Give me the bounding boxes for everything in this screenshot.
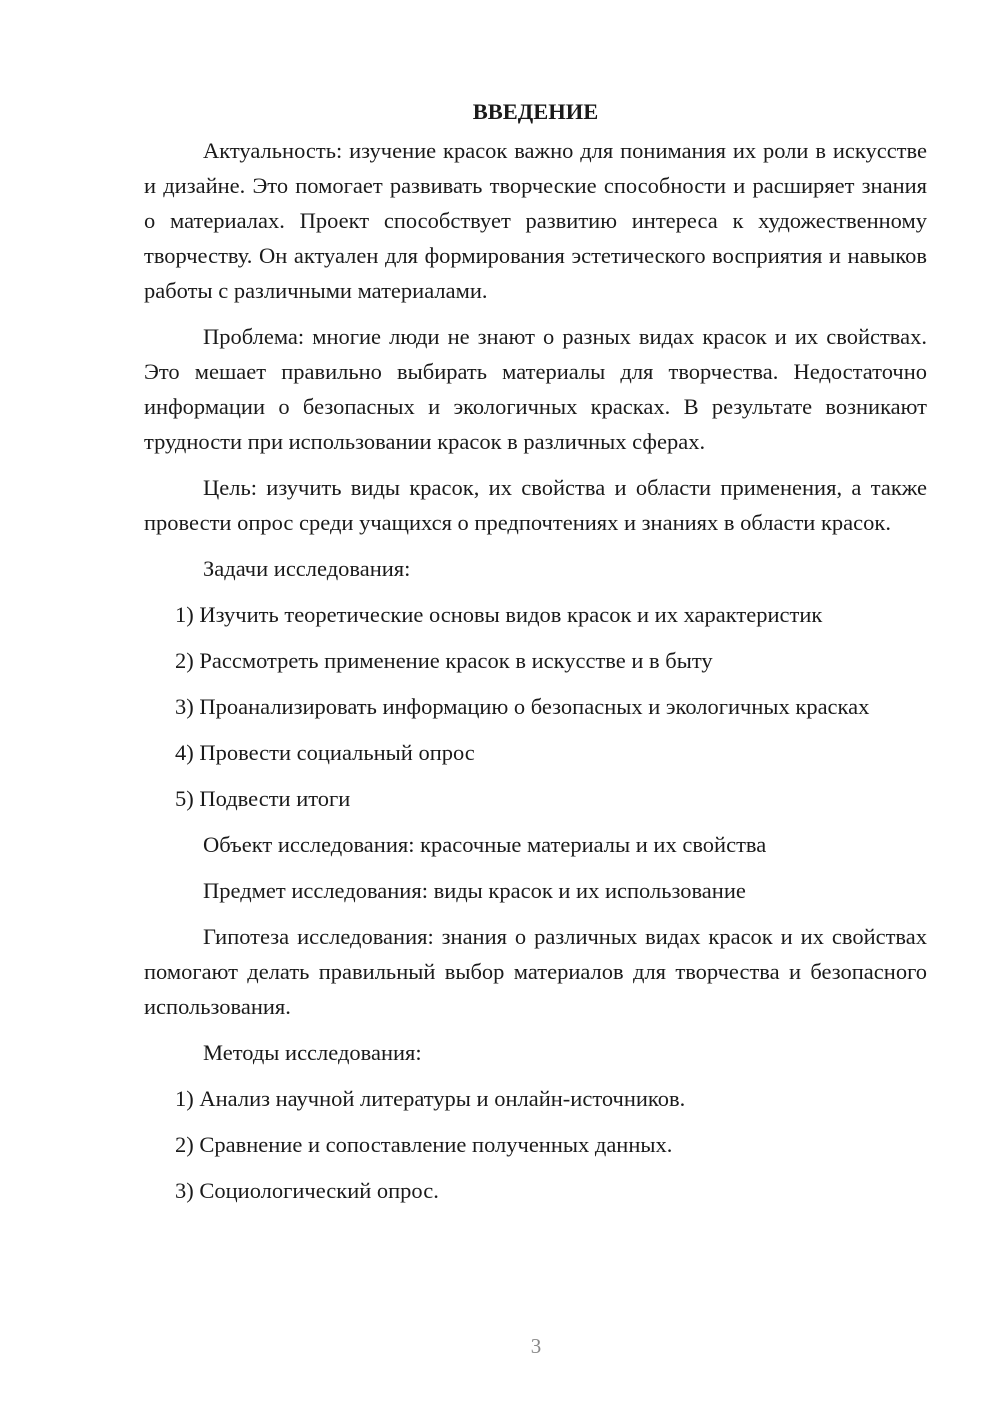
problem-paragraph: Проблема: многие люди не знают о разных видах красок и их свойствах. Это мешает правильно выбирать материалы для творчества. Недостаточно информации о безопасных и экологичных красках. В результате возникают трудности при использовании красок в различных сферах. <box>144 324 927 454</box>
page-title: ВВЕДЕНИЕ <box>472 99 599 124</box>
task-item: 4) Провести социальный опрос <box>175 740 475 765</box>
goal-paragraph: Цель: изучить виды красок, их свойства и области применения, а также провести опрос среди учащихся о предпочтениях и знаниях в области красок. <box>144 475 927 535</box>
subject-paragraph: Предмет исследования: виды красок и их использование <box>203 878 746 903</box>
methods-heading: Методы исследования: <box>203 1040 422 1065</box>
relevance-paragraph: Актуальность: изучение красок важно для понимания их роли в искусстве и дизайне. Это помогает развивать творческие способности и расширяет знания о материалах. Проект способствует развитию интереса к художественному творчеству. Он актуален для формирования эстетического восприятия и навыков работы с различными материалами. <box>144 138 927 303</box>
object-paragraph: Объект исследования: красочные материалы и их свойства <box>203 832 767 857</box>
task-item: 3) Проанализировать информацию о безопасных и экологичных красках <box>175 694 870 719</box>
hypothesis-paragraph: Гипотеза исследования: знания о различных видах красок и их свойствах помогают делать правильный выбор материалов для творчества и безопасного использования. <box>144 924 927 1019</box>
page-number: 3 <box>530 1334 542 1358</box>
method-item: 1) Анализ научной литературы и онлайн-источников. <box>175 1086 686 1111</box>
method-item: 2) Сравнение и сопоставление полученных данных. <box>175 1132 673 1157</box>
task-item: 2) Рассмотреть применение красок в искусстве и в быту <box>175 648 713 673</box>
task-item: 5) Подвести итоги <box>175 786 351 811</box>
page-content <box>144 94 927 1219</box>
task-item: 1) Изучить теоретические основы видов красок и их характеристик <box>175 602 823 627</box>
method-item: 3) Социологический опрос. <box>175 1178 439 1203</box>
tasks-heading: Задачи исследования: <box>203 556 411 581</box>
